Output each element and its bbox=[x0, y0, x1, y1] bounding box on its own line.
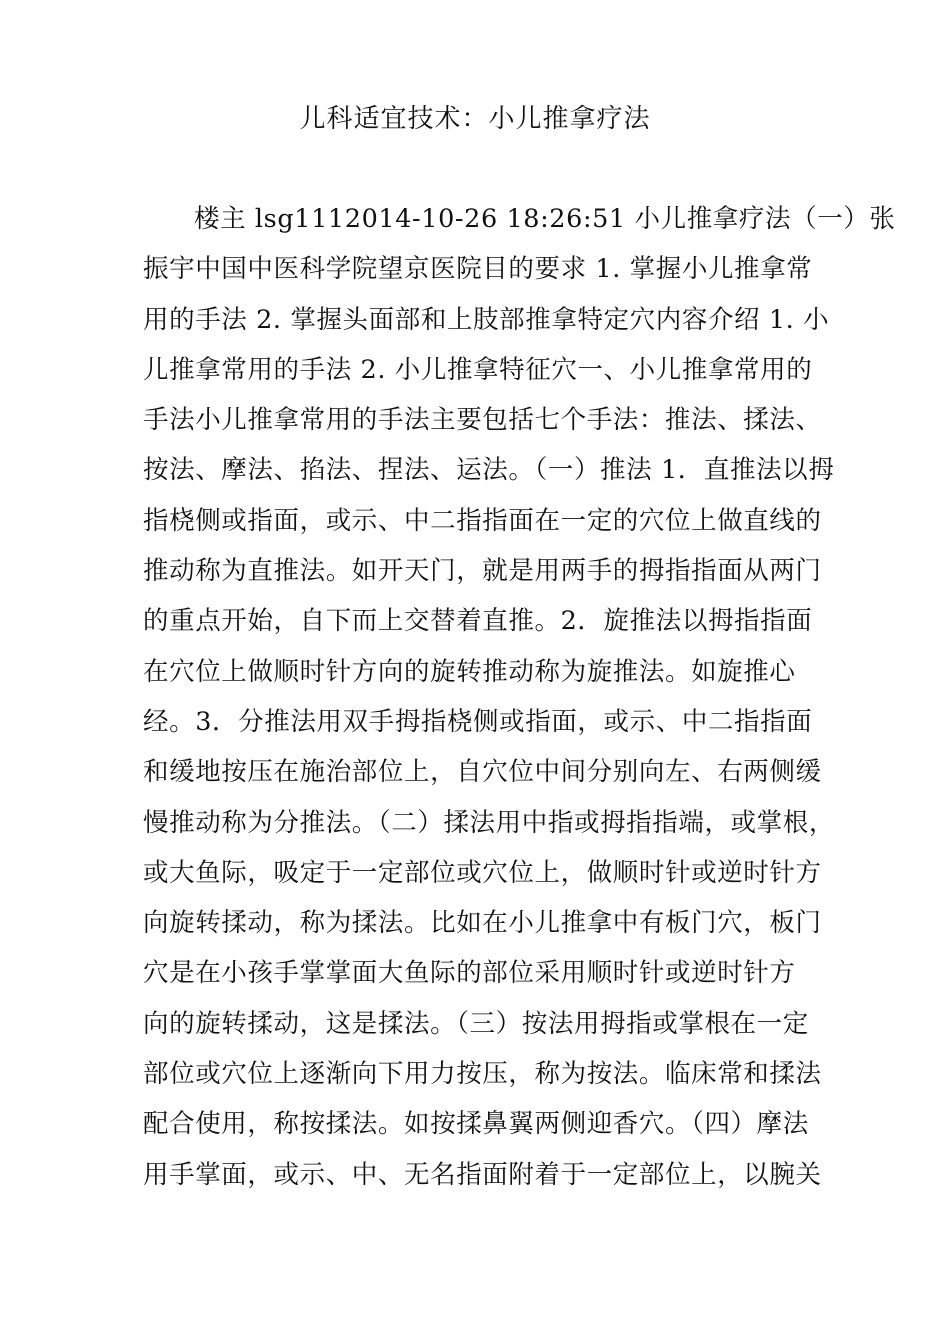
body-line: 按法、摩法、掐法、捏法、运法。（一）推法 1．直推法以拇 bbox=[143, 455, 835, 486]
body-line: 手法小儿推拿常用的手法主要包括七个手法：推法、揉法、 bbox=[143, 405, 822, 436]
body-line: 向的旋转揉动，这是揉法。（三）按法用拇指或掌根在一定 bbox=[143, 1008, 809, 1039]
body-line: 推动称为直推法。如开天门，就是用两手的拇指指面从两门 bbox=[143, 556, 822, 587]
body-line: 向旋转揉动，称为揉法。比如在小儿推拿中有板门穴，板门 bbox=[143, 908, 822, 939]
body-line: 指桡侧或指面，或示、中二指指面在一定的穴位上做直线的 bbox=[143, 505, 822, 536]
body-line: 儿推拿常用的手法 2. 小儿推拿特征穴一、小儿推拿常用的 bbox=[143, 354, 813, 385]
document-title: 儿科适宜技术：小儿推拿疗法 bbox=[299, 104, 651, 134]
body-line: 振宇中国中医科学院望京医院目的要求 1. 掌握小儿推拿常 bbox=[143, 254, 813, 285]
document-body bbox=[143, 199, 896, 1205]
body-line: 经。3．分推法用双手拇指桡侧或指面，或示、中二指指面 bbox=[143, 706, 813, 737]
body-line: 和缓地按压在施治部位上，自穴位中间分别向左、右两侧缓 bbox=[143, 757, 822, 788]
body-line: 部位或穴位上逐渐向下用力按压，称为按法。临床常和揉法 bbox=[143, 1059, 822, 1090]
body-line: 慢推动称为分推法。（二）揉法用中指或拇指指端，或掌根， bbox=[143, 807, 835, 838]
body-line: 或大鱼际，吸定于一定部位或穴位上，做顺时针或逆时针方 bbox=[143, 857, 822, 888]
body-line: 用的手法 2. 掌握头面部和上肢部推拿特定穴内容介绍 1. 小 bbox=[143, 304, 830, 335]
body-line: 在穴位上做顺时针方向的旋转推动称为旋推法。如旋推心 bbox=[143, 656, 796, 687]
body-line: 用手掌面，或示、中、无名指面附着于一定部位上，以腕关 bbox=[143, 1159, 822, 1190]
body-line: 的重点开始，自下而上交替着直推。2．旋推法以拇指指面 bbox=[143, 606, 813, 637]
body-line: 配合使用，称按揉法。如按揉鼻翼两侧迎香穴。（四）摩法 bbox=[143, 1109, 809, 1140]
body-line: 楼主 lsg1112014-10-26 18:26:51 小儿推拿疗法（一）张 bbox=[194, 204, 896, 234]
body-line: 穴是在小孩手掌掌面大鱼际的部位采用顺时针或逆时针方 bbox=[143, 958, 796, 989]
